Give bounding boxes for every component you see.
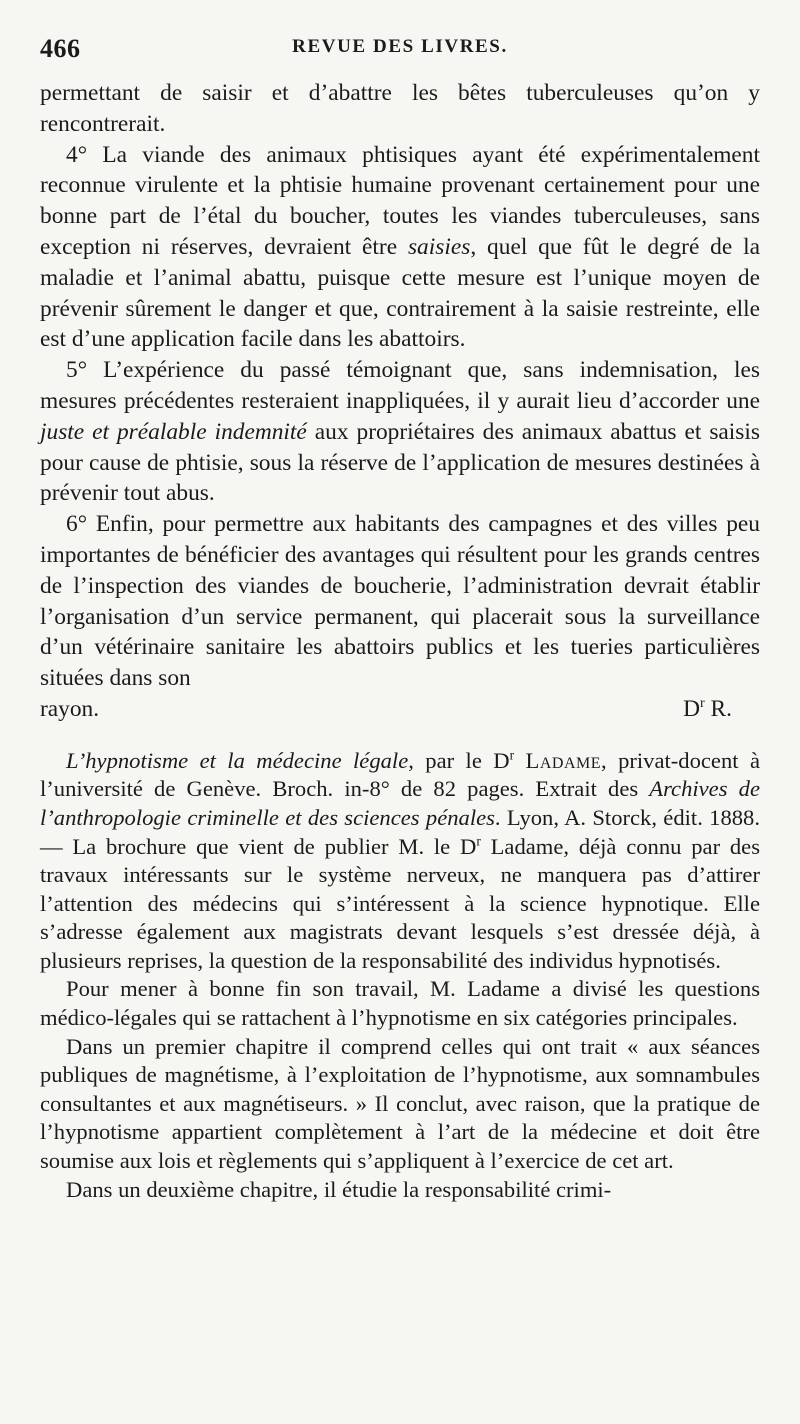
paragraph-continuation: permettant de saisir et d’abattre les bêtes tuberculeuses qu’on y rencontrerait. [40,80,760,137]
item-5-text-start: 5° L’expérience du passé témoignant que, sans indemnisation, les mesures précédentes resteraient inappliquées, il y aurait lieu d’accorder une [40,357,760,414]
item-4-paragraph [40,140,760,356]
item-4-text-start: 4° La viande des animaux phtisiques ayant été expérimentalement reconnue virulente et la phtisie humaine provenant certainement pour une bonne part de l’étal du boucher, toutes les viandes tuberculeuses, sans exception ni réserves, devraient être [40,141,760,260]
book-title: L’hypnotisme et la médecine légale [66,747,409,773]
book-review-section [40,747,760,1205]
running-title: REVUE DES LIVRES. [292,36,508,57]
item-5-emphasis: juste et préalable indemnité [40,418,307,445]
item-6-last-word: rayon. [40,695,100,722]
item-5-text-end: aux propriétaires des animaux abattus et saisis pour cause de phtisie, sous la réserve de l’application de mesures destinées à prévenir tout abus. [40,418,761,507]
item-4-text-end: , quel que fût le degré de la maladie et l’animal abattu, puisque cette mesure est l’unique moyen de prévenir sûrement le danger et que, contrairement à la saisie restreinte, elle est d’une application facile dans les abattoirs. [40,233,760,353]
book-author: Ladame [525,747,602,773]
source-journal: Archives de l’anthropologie criminelle et des sciences pénales [40,776,760,830]
review-paragraph-4: Dans un deuxième chapitre, il étudie la responsabilité crimi- [66,1176,612,1202]
conclusions-section [40,78,760,725]
author-signature: $D^r$ R. [683,695,732,722]
review-paragraph-3: Dans un premier chapitre il comprend celles qui ont trait « aux séances publiques de magnétisme, à l’exploitation de l’hypnotisme, aux somnambules consultantes et aux magnétiseurs. » Il conclut, avec raison, que la pratique de l’hypnotisme appartient complètement à l’art de la médecine et doit être soumise aux lois et règlements qui s’appliquent à l’exercice de cet art. [40,1033,760,1174]
signature-line [40,694,760,725]
page-number: 466 [40,34,81,63]
item-5-paragraph [40,355,760,509]
review-paragraph-1: L’hypnotisme et la médecine légale, par le $D^r$ Ladame, privat-docent à l’université de Genève. Broch. in-8° de 82 pages. Extrait des Archives de l’anthropologie criminelle et des sciences pénales. Lyon, A. Storck, édit. 1888. — La brochure que vient de publier M. le $D^r$ Ladame, déjà connu par des travaux intéressants sur le système nerveux, ne manquera pas d’attirer l’attention des médecins qui s’intéressent à la science hypnotique. Elle s’adresse également aux magistrats devant lesquels s’est dressée déjà, à plusieurs reprises, la question de la responsabilité des individus hypnotisés. [40,747,760,973]
item-6-paragraph: 6° Enfin, pour permettre aux habitants des campagnes et des villes peu importantes de bénéficier des avantages qui résultent pour les grands centres de l’inspection des viandes de boucherie, l’administration devrait établir l’organisation d’un service permanent, qui placerait sous la surveillance d’un vétérinaire sanitaire les abattoirs publics et les tueries particulières situées dans son [40,511,760,692]
review-paragraph-2: Pour mener à bonne fin son travail, M. Ladame a divisé les questions médico-légales qui se rattachent à l’hypnotisme en six catégories principales. [40,976,760,1031]
item-4-emphasis: saisies [407,233,471,260]
running-header [40,32,760,78]
